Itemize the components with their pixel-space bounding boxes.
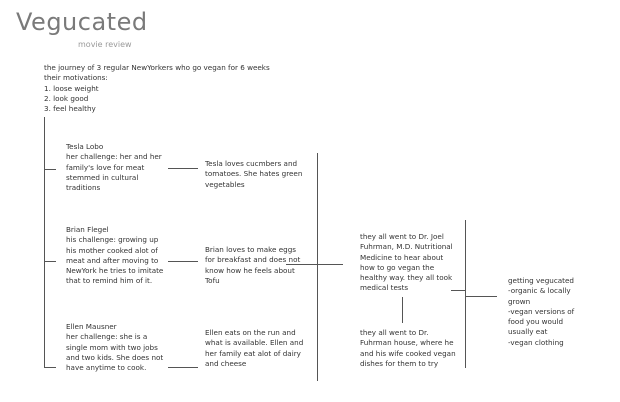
note-brian: Brian loves to make eggs for breakfast and does not know how he feels about Tofu [205, 245, 301, 285]
connector-line [168, 367, 198, 368]
person-challenge: her challenge: her and her family's love for meat stemmed in cultural traditions [66, 152, 162, 193]
branch-line [44, 367, 56, 368]
person-challenge: his challenge: growing up his mother cooked alot of meat and after moving to NewYork he tries to imitate that to remind him of it. [66, 235, 164, 286]
connector-line [168, 168, 198, 169]
step-house: they all went to Dr. Fuhrman house, where he and his wife cooked vegan dishes for them to try [360, 328, 456, 368]
note-tesla: Tesla loves cucmbers and tomatoes. She hates green vegetables [205, 159, 303, 189]
person-brian [66, 225, 166, 287]
branch-line [44, 169, 56, 170]
person-name: Tesla Lobo [66, 142, 104, 151]
person-ellen [66, 322, 166, 373]
step-connector [402, 297, 403, 323]
outcome-point: -vegan versions of food you would usually eat [508, 306, 575, 337]
subtitle: movie review [78, 40, 132, 49]
bracket-line [465, 220, 466, 368]
person-name: Brian Flegel [66, 225, 109, 234]
branch-line [44, 261, 56, 262]
intro-line: the journey of 3 regular NewYorkers who go vegan for 6 weeks [44, 63, 270, 72]
bracket-line [317, 153, 318, 381]
motivation-item: 1. loose weight [44, 83, 99, 93]
person-tesla [66, 142, 166, 193]
connector-line [317, 264, 343, 265]
trunk-line [44, 117, 45, 368]
motivation-item: 3. feel healthy [44, 104, 96, 114]
outcome-point: -vegan clothing [508, 337, 564, 347]
connector-line [465, 296, 497, 297]
person-challenge: her challenge: she is a single mom with two jobs and two kids. She does not have anytime to cook. [66, 332, 164, 373]
outcome-point: -organic & locally grown [508, 286, 571, 306]
person-name: Ellen Mausner [66, 322, 117, 331]
outcome-title: getting vegucated [508, 276, 574, 285]
app-title: Vegucated [16, 8, 148, 36]
outcome [508, 276, 588, 348]
motivation-item: 2. look good [44, 93, 89, 103]
note-ellen: Ellen eats on the run and what is available. Ellen and her family eat alot of dairy and cheese [205, 328, 304, 368]
intro-text [44, 63, 304, 114]
step-doctor: they all went to Dr. Joel Fuhrman, M.D. Nutritional Medicine to hear about how to go vegan the healthy way. they all took medical tests [360, 232, 453, 293]
connector-line [168, 261, 198, 262]
intro-line: their motivations: [44, 73, 108, 83]
